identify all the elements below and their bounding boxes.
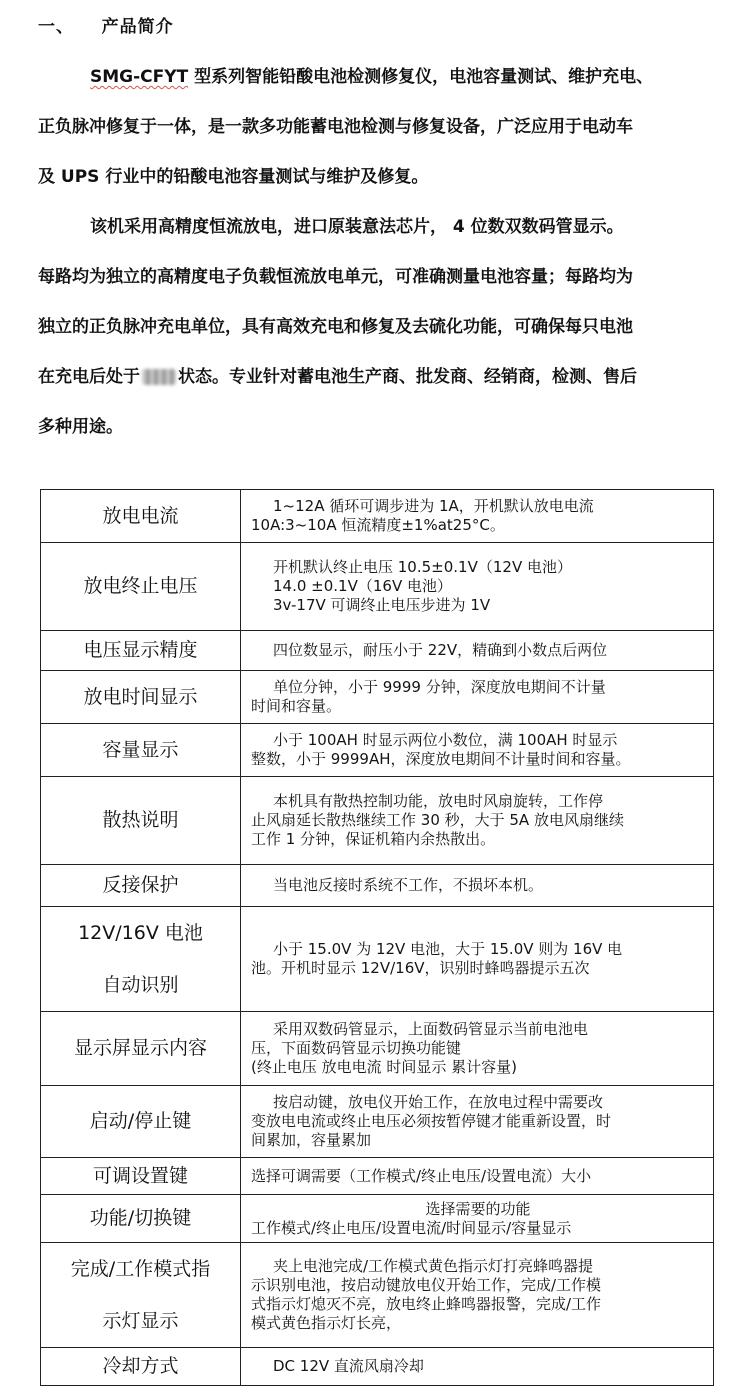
spec-value: 选择需要的功能 工作模式/终止电压/设置电流/时间显示/容量显示: [241, 1195, 714, 1243]
spec-value: 夹上电池完成/工作模式黄色指示灯打亮蜂鸣器提 示识别电池，按启动键放电仪开始工作，完成/工作模 式指示灯熄灭不亮，放电终止蜂鸣器报警，完成/工作 模式黄色指示灯长亮，: [241, 1243, 714, 1348]
spec-key: 功能/切换键: [41, 1195, 241, 1243]
spec-key: 放电终止电压: [41, 543, 241, 631]
spec-value: 1~12A 循环可调步进为 1A，开机默认放电电流 10A:3~10A 恒流精度±1%at25°C。: [241, 490, 714, 543]
spec-key: 可调设置键: [41, 1158, 241, 1195]
spec-value: 本机具有散热控制功能，放电时风扇旋转，工作停 止风扇延长散热继续工作 30 秒，大于 5A 放电风扇继续 工作 1 分钟，保证机箱内余热散出。: [241, 777, 714, 865]
paragraph-line: [38, 52, 718, 102]
paragraph-line: 多种用途。: [38, 417, 123, 437]
section-title: 一、 产品简介: [38, 17, 174, 37]
spec-key: 显示屏显示内容: [41, 1012, 241, 1086]
table-row: [41, 490, 714, 543]
paragraph-line: 独立的正负脉冲充电单位，具有高效充电和修复及去硫化功能，可确保每只电池: [38, 317, 633, 337]
table-row: [41, 671, 714, 724]
spec-value: DC 12V 直流风扇冷却: [241, 1348, 714, 1386]
spec-key: 反接保护: [41, 865, 241, 907]
model-name: SMG-CFYT: [90, 67, 189, 87]
spec-value: 按启动键，放电仪开始工作，在放电过程中需要改 变放电电流或终止电压必须按暂停键才能重新设置，时 间累加，容量累加: [241, 1086, 714, 1158]
table-row: [41, 1348, 714, 1386]
spec-value: 采用双数码管显示，上面数码管显示当前电池电 压，下面数码管显示切换功能键 (终止电压 放电电流 时间显示 累计容量): [241, 1012, 714, 1086]
table-row: [41, 1158, 714, 1195]
table-row: [41, 1012, 714, 1086]
paragraph-line: 正负脉冲修复于一体，是一款多功能蓄电池检测与修复设备，广泛应用于电动车: [38, 117, 633, 137]
spec-value: 四位数显示，耐压小于 22V，精确到小数点后两位: [241, 631, 714, 671]
paragraph-line: [38, 352, 718, 402]
spec-key: 电压显示精度: [41, 631, 241, 671]
paragraph-text: 在充电后处于: [38, 367, 140, 387]
table-row: [41, 907, 714, 1012]
paragraph-line: 该机采用高精度恒流放电，进口原装意法芯片， 4 位数双数码管显示。: [90, 217, 624, 237]
table-row: [41, 1195, 714, 1243]
spec-key: 散热说明: [41, 777, 241, 865]
table-row: [41, 865, 714, 907]
spec-value: 小于 15.0V 为 12V 电池，大于 15.0V 则为 16V 电 池。开机时显示 12V/16V，识别时蜂鸣器提示五次: [241, 907, 714, 1012]
spec-key: 冷却方式: [41, 1348, 241, 1386]
spec-key: 容量显示: [41, 724, 241, 777]
spec-key: 完成/工作模式指 示灯显示: [41, 1243, 241, 1348]
intro-paragraph-2: [38, 202, 718, 452]
table-row: [41, 1243, 714, 1348]
paragraph-line: 及 UPS 行业中的铅酸电池容量测试与维护及修复。: [38, 167, 429, 187]
blurred-text: [142, 369, 176, 385]
paragraph-text: 状态。专业针对蓄电池生产商、批发商、经销商，检测、售后: [178, 367, 637, 387]
spec-value: 小于 100AH 时显示两位小数位，满 100AH 时显示 整数，小于 9999AH，深度放电期间不计量时间和容量。: [241, 724, 714, 777]
table-row: [41, 777, 714, 865]
spec-value: 选择可调需要（工作模式/终止电压/设置电流）大小: [241, 1158, 714, 1195]
spec-table: [40, 489, 714, 1386]
spec-key: 放电时间显示: [41, 671, 241, 724]
table-row: [41, 1086, 714, 1158]
spec-value: 开机默认终止电压 10.5±0.1V（12V 电池） 14.0 ±0.1V（16V 电池） 3v-17V 可调终止电压步进为 1V: [241, 543, 714, 631]
spec-key: 启动/停止键: [41, 1086, 241, 1158]
paragraph-line: 每路均为独立的高精度电子负载恒流放电单元，可准确测量电池容量；每路均为: [38, 267, 633, 287]
table-row: [41, 631, 714, 671]
intro-paragraph-1: [38, 52, 718, 202]
table-row: [41, 543, 714, 631]
paragraph-text: 型系列智能铅酸电池检测修复仪，电池容量测试、维护充电、: [188, 67, 654, 87]
spec-key: 放电电流: [41, 490, 241, 543]
spec-value: 单位分钟，小于 9999 分钟，深度放电期间不计量 时间和容量。: [241, 671, 714, 724]
spec-value: 当电池反接时系统不工作，不损坏本机。: [241, 865, 714, 907]
spec-key: 12V/16V 电池 自动识别: [41, 907, 241, 1012]
table-row: [41, 724, 714, 777]
